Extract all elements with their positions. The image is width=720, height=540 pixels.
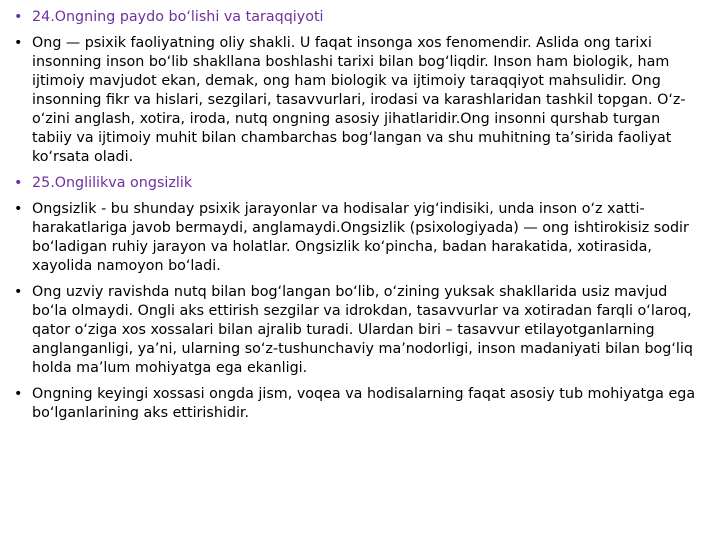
paragraph-item (14, 283, 704, 378)
paragraph-text: Ong — psixik faoliyatning oliy shakli. U faqat insonga xos fenomendir. Aslida ong tarixi insonning inson bo‘lib shakllana boshlashi tarixi bilan bog‘liqdir. Inson ham biologik, ham ijtimoiy mavjudot ekan, demak, ong ham biologik va ijtimoiy taraqqiyot mahsulidir. Ong insonning fikr va hislari, sezgilari, tasavvurlari, irodasi va karashlaridan tashkil topgan. O‘z-o‘zini anglash, xotira, iroda, nutq ongning asosiy jihatlaridir.Ong insonni qurshab turgan tabiiy va ijtimoiy muhit bilan chambarchas bog‘langan va shu muhitning ta’sirida faoliyat ko‘rsata oladi. (32, 35, 686, 165)
heading-text: 25.Onglilikva ongsizlik (32, 175, 193, 191)
heading-item (14, 174, 704, 193)
paragraph-text: Ongsizlik - bu shunday psixik jarayonlar va hodisalar yig‘indisiki, unda inson o‘z xatti-harakatlariga javob bermaydi, anglamaydi.Ongsizlik (psixologiyada) — ong ishtirokisiz sodir bo‘ladigan ruhiy jarayon va holatlar. Ongsizlik ko‘pincha, badan harakatida, xotirasida, xayolida namoyon bo‘ladi. (32, 201, 689, 274)
paragraph-item (14, 34, 704, 167)
paragraph-item (14, 200, 704, 276)
paragraph-text: Ong uzviy ravishda nutq bilan bog‘langan bo‘lib, o‘zining yuksak shakllarida usiz mavjud bo‘la olmaydi. Ongli aks ettirish sezgilar va idrokdan, tasavvurlar va xotiradan farqli o‘laroq, qator o‘ziga xos xossalari bilan ajralib turadi. Ulardan biri – tasavvur etilayotganlarning anglanganligi, ya’ni, ularning so‘z-tushunchaviy ma’nodorligi, inson madaniyati bilan bog‘liq holda ma’lum mohiyatga ega ekanligi. (32, 284, 693, 376)
paragraph-item (14, 385, 704, 423)
heading-item (14, 8, 704, 27)
paragraph-text: Ongning keyingi xossasi ongda jism, voqea va hodisalarning faqat asosiy tub mohiyatga ega bo‘lganlarining aks ettirishidir. (32, 386, 696, 421)
bullet-dot-icon: • (14, 201, 23, 217)
bullet-dot-icon: • (14, 386, 23, 402)
bullet-dot-icon: • (14, 9, 23, 25)
bullet-list (14, 8, 704, 430)
bullet-dot-icon: • (14, 35, 23, 51)
heading-text: 24.Ongning paydo bo‘lishi va taraqqiyoti (32, 9, 324, 25)
bullet-dot-icon: • (14, 175, 23, 191)
bullet-dot-icon: • (14, 284, 23, 300)
